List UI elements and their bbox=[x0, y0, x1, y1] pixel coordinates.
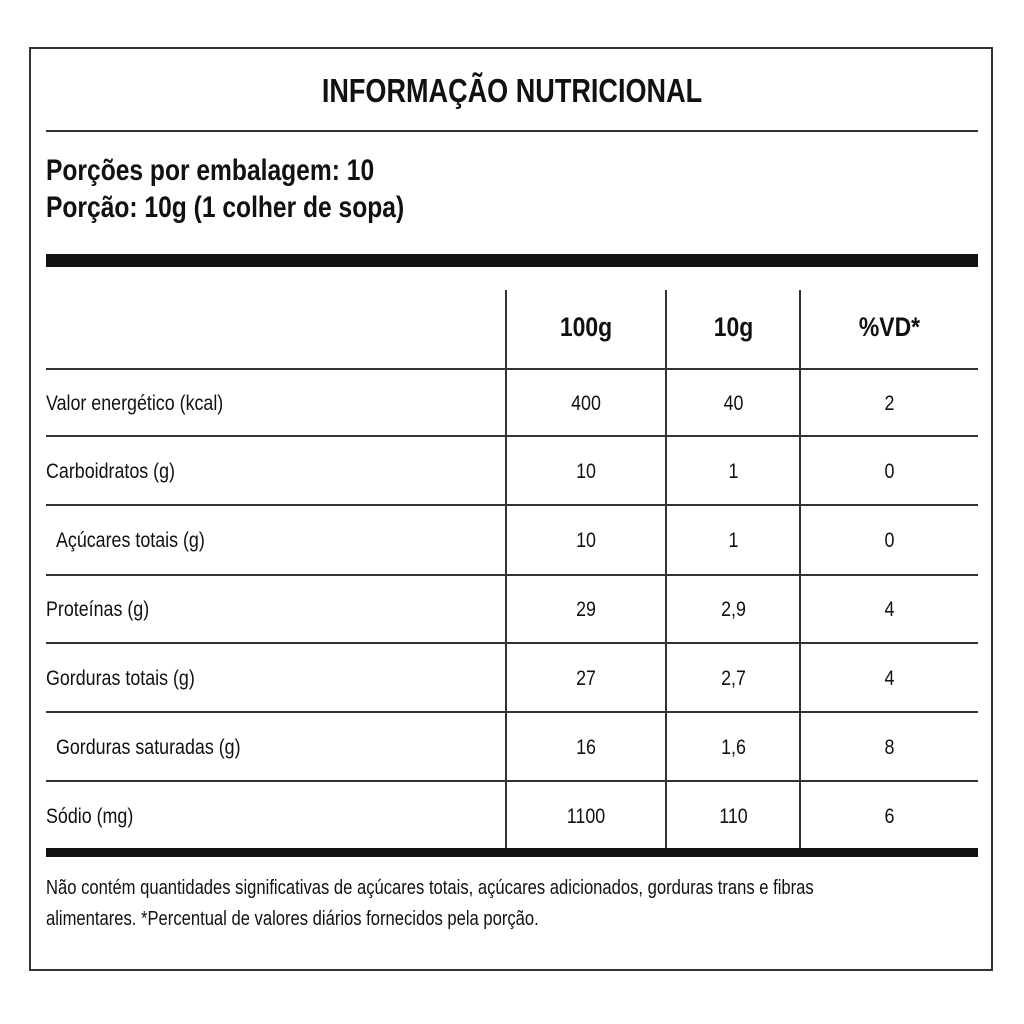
value-10g: 1 bbox=[728, 529, 739, 552]
servings-per-package: Porções por embalagem: 10 bbox=[46, 154, 375, 187]
value-100g: 1100 bbox=[566, 805, 606, 828]
value-100g: 16 bbox=[576, 736, 596, 759]
value-100g: 400 bbox=[571, 392, 601, 415]
servings-info bbox=[46, 152, 404, 226]
title-divider bbox=[46, 130, 978, 132]
table-row-proteins bbox=[46, 576, 978, 643]
value-vd: 6 bbox=[884, 805, 895, 828]
nutrient-name: Açúcares totais (g) bbox=[56, 529, 205, 552]
nutrient-name: Gorduras totais (g) bbox=[46, 667, 195, 690]
value-10g: 40 bbox=[723, 392, 744, 415]
footnote-line: Não contém quantidades significativas de açúcares totais, açúcares adicionados, gorduras trans e fibras bbox=[46, 877, 814, 899]
nutrient-name: Sódio (mg) bbox=[46, 805, 134, 828]
table-row-saturated-fat bbox=[46, 714, 978, 781]
table-row-sodium bbox=[46, 783, 978, 850]
nutrient-name: Carboidratos (g) bbox=[46, 460, 175, 483]
table-row-carbohydrates bbox=[46, 438, 978, 505]
value-vd: 4 bbox=[884, 598, 895, 621]
value-100g: 10 bbox=[576, 460, 596, 483]
value-vd: 2 bbox=[884, 392, 895, 415]
thick-divider-bottom bbox=[46, 848, 978, 857]
table-row-energy bbox=[46, 370, 978, 437]
value-10g: 110 bbox=[719, 805, 748, 828]
value-vd: 0 bbox=[884, 529, 895, 552]
value-100g: 10 bbox=[576, 529, 596, 552]
value-10g: 1,6 bbox=[721, 736, 746, 759]
table-row-total-fat bbox=[46, 645, 978, 712]
nutrient-name: Gorduras saturadas (g) bbox=[56, 736, 241, 759]
column-header-100g: 100g bbox=[559, 312, 613, 342]
column-header-10g: 10g bbox=[713, 312, 754, 342]
value-100g: 29 bbox=[576, 598, 596, 621]
value-vd: 4 bbox=[884, 667, 895, 690]
nutrient-name: Proteínas (g) bbox=[46, 598, 150, 621]
portion-size: Porção: 10g (1 colher de sopa) bbox=[46, 191, 405, 224]
value-vd: 8 bbox=[884, 736, 895, 759]
value-10g: 1 bbox=[728, 460, 739, 483]
value-100g: 27 bbox=[576, 667, 596, 690]
footnote-line: alimentares. *Percentual de valores diários fornecidos pela porção. bbox=[46, 908, 539, 930]
footnote bbox=[46, 873, 926, 935]
nutrient-name: Valor energético (kcal) bbox=[46, 392, 224, 415]
column-header-vd: %VD* bbox=[858, 312, 921, 342]
value-10g: 2,7 bbox=[721, 667, 746, 690]
table-row-total-sugars bbox=[46, 507, 978, 574]
thick-divider-top bbox=[46, 254, 978, 267]
label-title: INFORMAÇÃO NUTRICIONAL bbox=[321, 72, 703, 109]
value-10g: 2,9 bbox=[721, 598, 746, 621]
value-vd: 0 bbox=[884, 460, 895, 483]
